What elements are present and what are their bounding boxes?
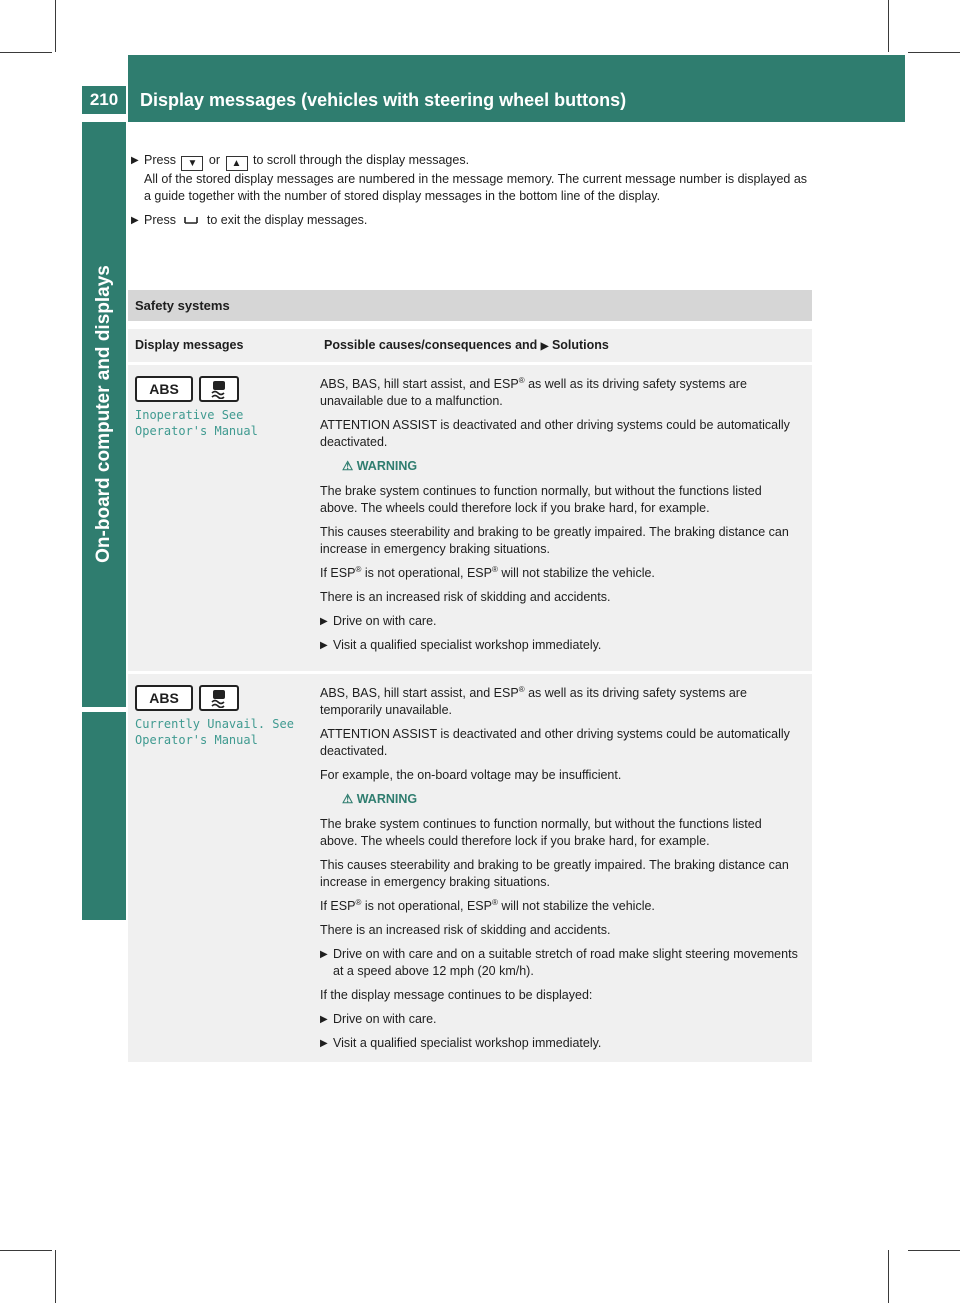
message-icons [135,376,307,402]
instruction-detail: All of the stored display messages are numbered in the message memory. The current message number is displayed as a guide together with the number of stored display messages in the bottom line of the display. [144,172,808,203]
page-number: 210 [82,86,126,114]
crop-mark [888,1250,889,1303]
display-message-cell [128,674,314,1062]
action-arrow-icon: ▶ [320,1038,328,1049]
table-row [128,674,812,1062]
action-item: ▶ Visit a qualified specialist workshop immediately. [320,638,602,652]
abs-icon: ABS [135,685,193,711]
safety-systems-table [128,290,812,1062]
crop-mark [888,0,889,52]
causes-cell: ABS, BAS, hill start assist, and ESP® as well as its driving safety systems are temporarily unavailable. ATTENTION ASSIST is deactivated and other driving systems could be automatically deactivated. For example, the on-board voltage may be insufficient. ⚠ WARNING The brake system continues to function normally, but without the functions listed above. The wheels could therefore lock if you brake hard, for example. This causes steerability and braking to be greatly impaired. The braking distance can increase in emergency braking situations. If ESP® is not operational, ESP® will not stabilize the vehicle. There is an increased risk of skidding and accidents. ▶ Drive on with care and on a suitable stretch of road make slight steering movements at a speed above 12 mph (20 km/h). If the display message continues to be displayed: ▶ Drive on with care. ▶ Visit a qualified specialist workshop immediately. [314,674,812,1062]
message-icons [135,685,307,711]
warning-heading: ⚠ WARNING [342,792,418,806]
page-title: Display messages (vehicles with steering wheel buttons) [140,90,627,110]
table-row [128,365,812,671]
display-message-cell [128,365,314,671]
table-title: Safety systems [128,290,812,321]
display-message-text: Inoperative See Operator's Manual [135,408,258,438]
crop-mark [0,1250,52,1251]
column-header-causes: Possible causes/consequences and ▶ Solutions [324,338,609,352]
crop-mark [0,52,52,53]
action-item: ▶ Drive on with care and on a suitable stretch of road make slight steering movements at a speed above 12 mph (20 km/h). [320,947,798,978]
side-block [82,712,126,920]
crop-mark [55,0,56,52]
side-tab-label: On-board computer and displays [93,265,114,563]
up-key-icon: ▲ [226,156,248,171]
action-arrow-icon: ▶ [320,949,328,960]
esp-skid-icon [199,685,239,711]
action-arrow-icon: ▶ [320,1014,328,1025]
action-arrow-icon: ▶ [131,155,139,166]
down-key-icon: ▼ [181,156,203,171]
action-item: ▶ Drive on with care. [320,1012,437,1026]
instruction-scroll: ▶ Press ▼ or ▲ to scroll through the display messages. All of the stored display messages are numbered in the message memory. The current message number is displayed as a guide together with the number of stored display messages in the bottom line of the display. [131,153,808,203]
table-header [128,329,812,362]
abs-icon: ABS [135,376,193,402]
action-item: ▶ Visit a qualified specialist workshop immediately. [320,1036,602,1050]
crop-mark [908,1250,960,1251]
warning-triangle-icon: ⚠ [342,792,357,806]
instruction-exit: ▶ Press to exit the display messages. [131,213,368,227]
esp-skid-icon [199,376,239,402]
display-message-text: Currently Unavail. See Operator's Manual [135,717,294,747]
action-arrow-icon: ▶ [320,616,328,627]
crop-mark [908,52,960,53]
action-item: ▶ Drive on with care. [320,614,437,628]
back-key-icon [181,214,201,227]
action-arrow-icon: ▶ [540,341,549,352]
warning-heading: ⚠ WARNING [342,459,418,473]
registered-mark: ® [518,375,525,385]
action-arrow-icon: ▶ [131,215,139,226]
column-header-display: Display messages [135,338,244,352]
intro-instructions [131,152,811,236]
causes-cell: ABS, BAS, hill start assist, and ESP® as well as its driving safety systems are unavailable due to a malfunction. ATTENTION ASSIST is deactivated and other driving systems could be automatically deactivated. ⚠ WARNING The brake system continues to function normally, but without the functions listed above. The wheels could therefore lock if you brake hard, for example. This causes steerability and braking to be greatly impaired. The braking distance can increase in emergency braking situations. If ESP® is not operational, ESP® will not stabilize the vehicle. There is an increased risk of skidding and accidents. ▶ Drive on with care. ▶ Visit a qualified specialist workshop immediately. [314,365,812,671]
action-arrow-icon: ▶ [320,640,328,651]
crop-mark [55,1250,56,1303]
warning-triangle-icon: ⚠ [342,459,357,473]
